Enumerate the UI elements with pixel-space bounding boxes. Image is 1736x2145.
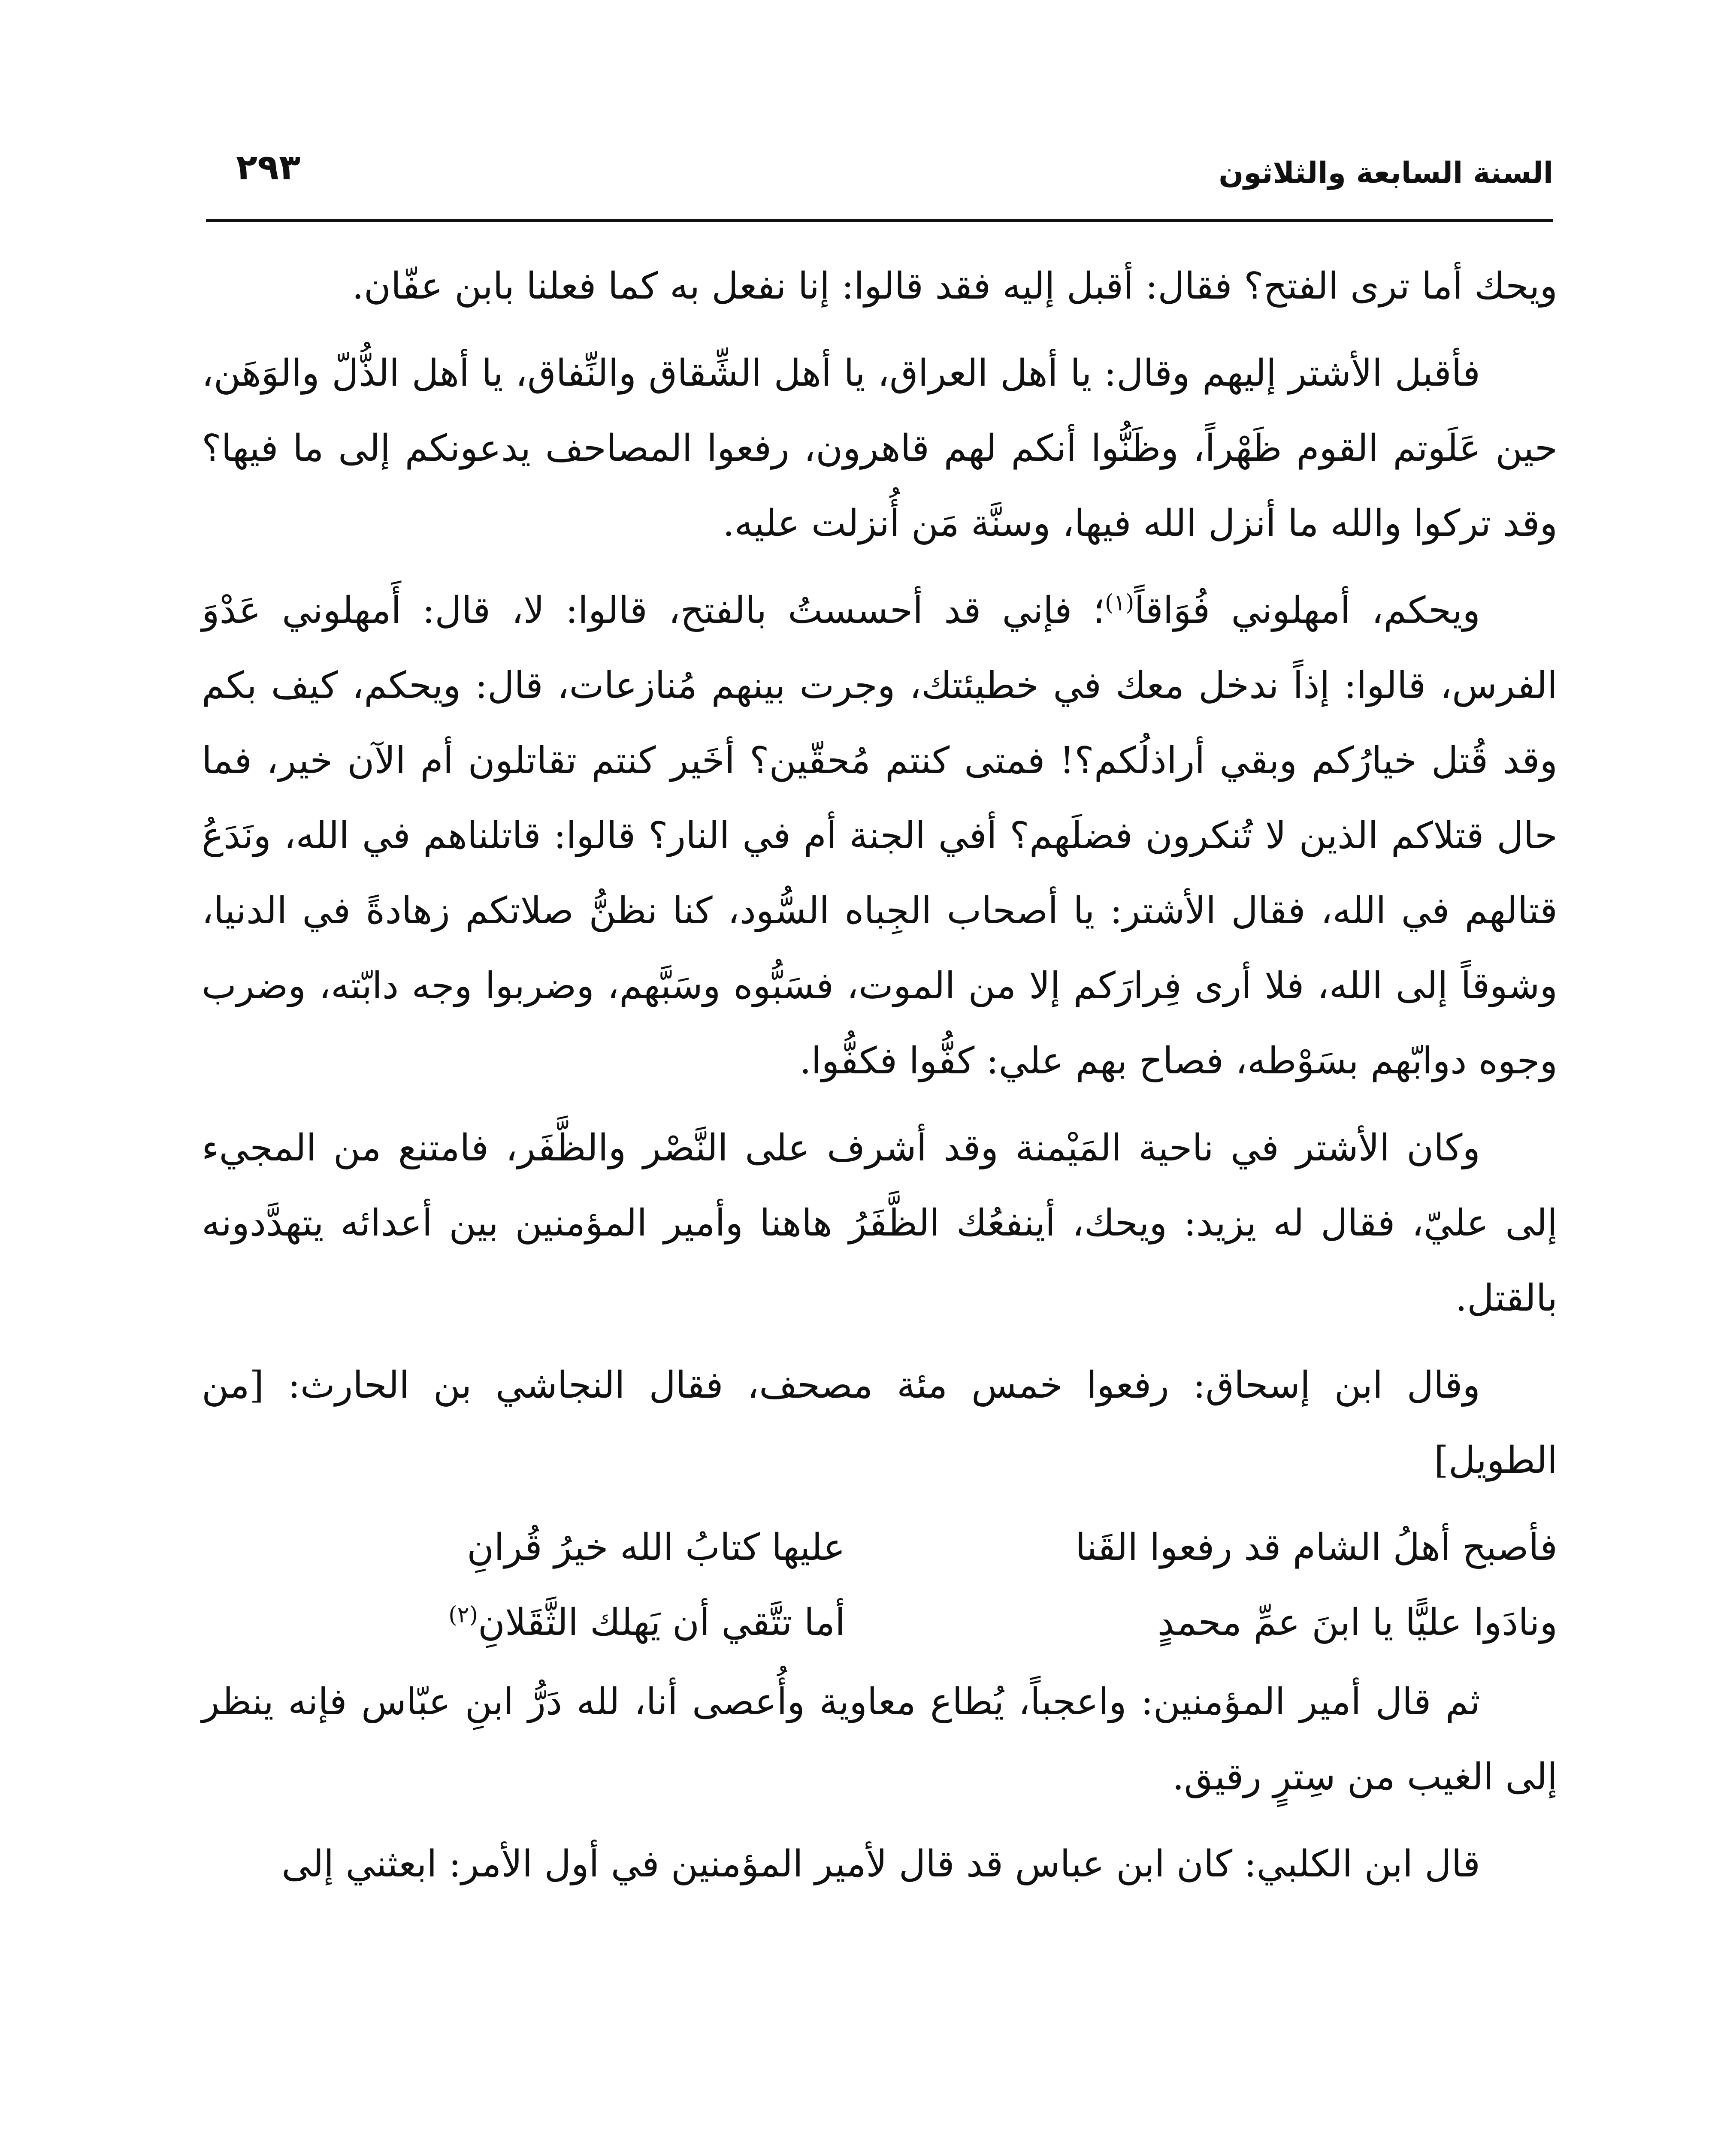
- poem: [202, 1510, 1558, 1660]
- verse-first-hemistich: ونادَوا عليًّا يا ابنَ عمِّ محمدٍ: [1157, 1601, 1558, 1644]
- hemistich-text: أما تتَّقي أن يَهلك الثَّقَلانِ: [478, 1601, 845, 1644]
- page-number: ٢٩٣: [236, 147, 301, 188]
- paragraph-text: ؛ فإني قد أحسستُ بالفتح، قالوا: لا، قال: أَمهلوني عَدْوَ الفرس، قالوا: إذاً ندخل معك في خطيئتك، وجرت بينهم مُنازعات، قال: ويحكم، كيف بكم وقد قُتل خيارُكم وبقي أراذلُكم؟! فمتى كنتم مُحقّين؟ أخَير كنتم تقاتلون أم الآن خير، فما حال قتلاكم الذين لا تُنكرون فضلَهم؟ أفي الجنة أم في النار؟ قالوا: قاتلناهم في الله، ونَدَعُ قتالهم في الله، فقال الأشتر: يا أصحاب الجِباه السُّود، كنا نظنُّ صلاتكم زهادةً في الدنيا، وشوقاً إلى الله، فلا أرى فِرارَكم إلا من الموت، فسَبُّوه وسَبَّهم، وضربوا وجه دابّته، وضرب وجوه دوابّهم بسَوْطه، فصاح بهم علي: كفُّوا فكفُّوا.: [202, 589, 1558, 1082]
- verse-first-hemistich: فأصبح أهلُ الشام قد رفعوا القَنا: [1075, 1526, 1558, 1569]
- page-header: [206, 142, 1553, 206]
- paragraph: قال ابن الكلبي: كان ابن عباس قد قال لأمير المؤمنين في أول الأمر: ابعثني إلى: [281, 1843, 1480, 1885]
- verse-second-hemistich: [202, 1585, 845, 1660]
- paragraph: وقال ابن إسحاق: رفعوا خمس مئة مصحف، فقال النجاشي بن الحارث: [من الطويل]: [202, 1364, 1558, 1482]
- paragraph: ويحك أما ترى الفتح؟ فقال: أقبل إليه فقد قالوا: إنا نفعل به كما فعلنا بابن عفّان.: [352, 265, 1558, 308]
- paragraph-text: ويحكم، أمهلوني فُوَاقاً: [1134, 589, 1480, 632]
- paragraph: فأقبل الأشتر إليهم وقال: يا أهل العراق، يا أهل الشِّقاق والنِّفاق، يا أهل الذُّلّ والوَهَن، حين عَلَوتم القوم ظَهْراً، وظَنُّوا أنكم لهم قاهرون، رفعوا المصاحف يدعونكم إلى ما فيها؟ وقد تركوا والله ما أنزل الله فيها، وسنَّة مَن أُنزلت عليه.: [202, 352, 1558, 545]
- hemistich-text: عليها كتابُ الله خيرُ قُرانِ: [467, 1526, 845, 1569]
- running-title: السنة السابعة والثلاثون: [1219, 156, 1553, 190]
- verse-second-hemistich: [202, 1510, 845, 1585]
- paragraph: ثم قال أمير المؤمنين: واعجباً، يُطاع معاوية وأُعصى أنا، لله دَرُّ ابنِ عبّاس فإنه ينظر إلى الغيب من سِترٍ رقيق.: [202, 1680, 1558, 1798]
- footnote-reference: (٢): [448, 1602, 478, 1628]
- header-rule: [206, 219, 1553, 222]
- main-text: [202, 249, 1558, 1914]
- footnote-reference: (١): [1104, 590, 1134, 616]
- poem-verse: [202, 1510, 1558, 1585]
- paragraph: [202, 573, 1558, 1099]
- poem-verse: [202, 1585, 1558, 1660]
- paragraph: وكان الأشتر في ناحية المَيْمنة وقد أشرف على النَّصْر والظَّفَر، فامتنع من المجيء إلى عليّ، فقال له يزيد: ويحك، أينفعُك الظَّفَرُ هاهنا وأمير المؤمنين بين أعدائه يتهدَّدونه بالقتل.: [202, 1127, 1558, 1320]
